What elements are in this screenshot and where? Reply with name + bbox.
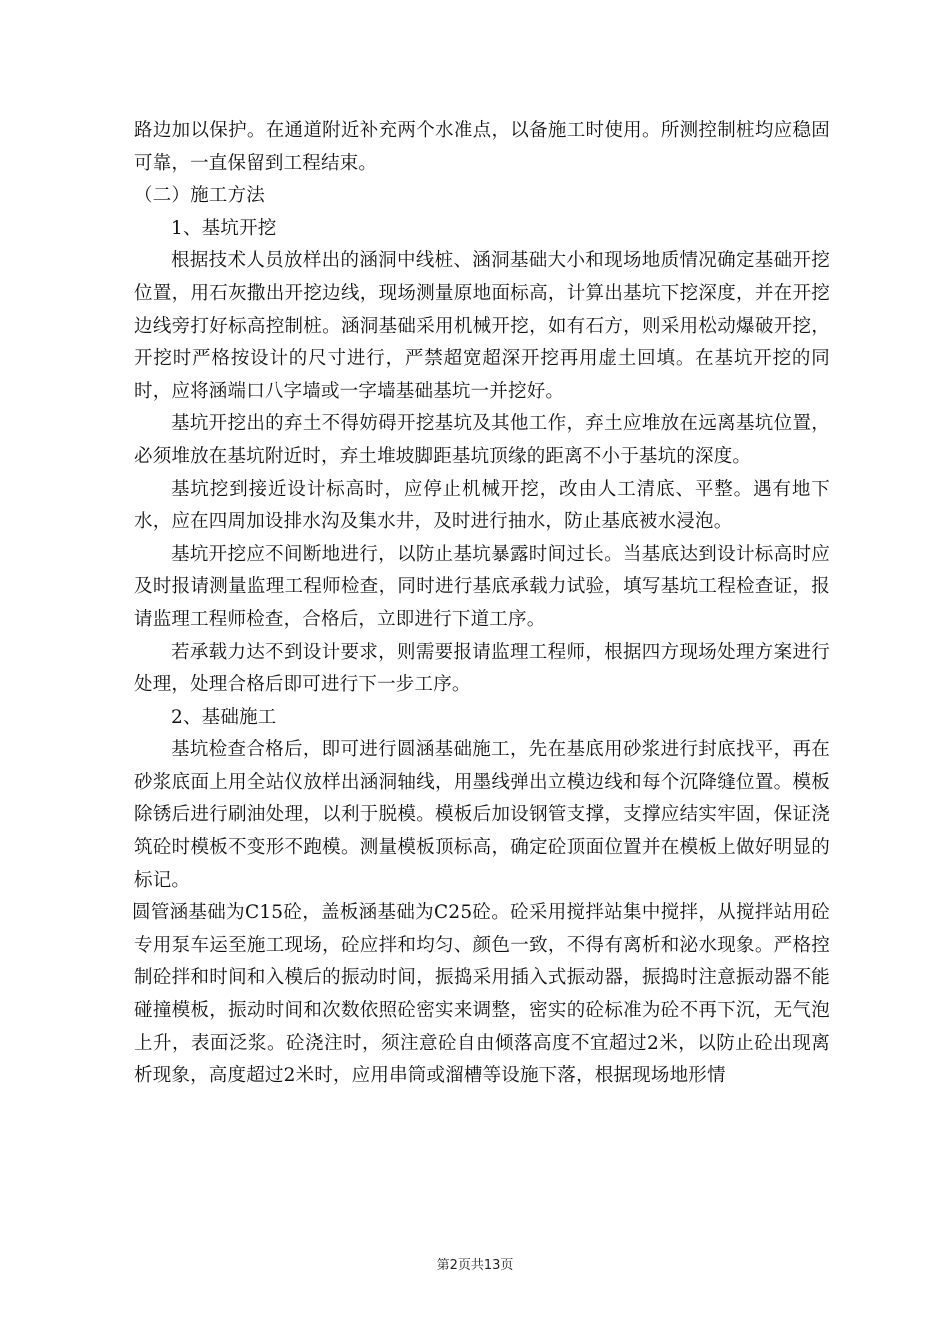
body-paragraph: 基坑开挖应不间断地进行，以防止基坑暴露时间过长。当基底达到设计标高时应及时报请测量监理工程师检查，同时进行基底承载力试验，填写基坑工程检查证，报请监理工程师检查，合格后，立即进行下道工序。 — [134, 543, 830, 630]
document-body — [134, 115, 830, 1093]
body-paragraph: 基坑检查合格后，即可进行圆涵基础施工，先在基底用砂浆进行封底找平，再在砂浆底面上用全站仪放样出涵洞轴线，用墨线弹出立模边线和每个沉降缝位置。模板除锈后进行刷油处理，以利于脱模。模板后加设钢管支撑，支撑应结实牢固，保证浇筑砼时模板不变形不跑模。测量模板顶标高，确定砼顶面位置并在模板上做好明显的标记。 — [134, 739, 830, 891]
body-paragraph: 基坑挖到接近设计标高时，应停止机械开挖，改由人工清底、平整。遇有地下水，应在四周加设排水沟及集水井，及时进行抽水，防止基底被水浸泡。 — [134, 478, 830, 533]
body-paragraph: 根据技术人员放样出的涵洞中线桩、涵洞基础大小和现场地质情况确定基础开挖位置，用石灰撒出开挖边线，现场测量原地面标高，计算出基坑下挖深度，并在开挖边线旁打好标高控制桩。涵洞基础采用机械开挖，如有石方，则采用松动爆破开挖，开挖时严格按设计的尺寸进行，严禁超宽超深开挖再用虚土回填。在基坑开挖的同时，应将涵端口八字墙或一字墙基础基坑一并挖好。 — [134, 250, 830, 402]
body-paragraph: 基坑开挖出的弃土不得妨碍开挖基坑及其他工作，弃土应堆放在远离基坑位置，必须堆放在基坑附近时，弃土堆坡脚距基坑顶缘的距离不小于基坑的深度。 — [134, 413, 830, 467]
continuation-paragraph: 路边加以保护。在通道附近补充两个水准点，以备施工时使用。所测控制桩均应稳固可靠，一直保留到工程结束。 — [134, 120, 830, 174]
body-paragraph: 若承载力达不到设计要求，则需要报请监理工程师，根据四方现场处理方案进行处理，处理合格后即可进行下一步工序。 — [134, 641, 830, 696]
section-heading-construction-method: （二）施工方法 — [134, 185, 265, 207]
subsection-heading-foundation-construction: 2、基础施工 — [171, 706, 277, 728]
body-paragraph-unindented: 圆管涵基础为C15砼，盖板涵基础为C25砼。砼采用搅拌站集中搅拌，从搅拌站用砼专用泵车运至施工现场，砼应拌和均匀、颜色一致，不得有离析和泌水现象。严格控制砼拌和时间和入模后的振动时间，振捣采用插入式振动器，振捣时注意振动器不能碰撞模板，振动时间和次数依照砼密实来调整，密实的砼标准为砼不再下沉，无气泡上升，表面泛浆。砼浇注时，须注意砼自由倾落高度不宜超过2米，以防止砼出现离析现象，高度超过2米时，应用串筒或溜槽等设施下落，根据现场地形情 — [132, 902, 830, 1087]
subsection-heading-foundation-pit-excavation: 1、基坑开挖 — [171, 217, 277, 239]
page-number-footer: 第2页共13页 — [436, 1258, 514, 1273]
